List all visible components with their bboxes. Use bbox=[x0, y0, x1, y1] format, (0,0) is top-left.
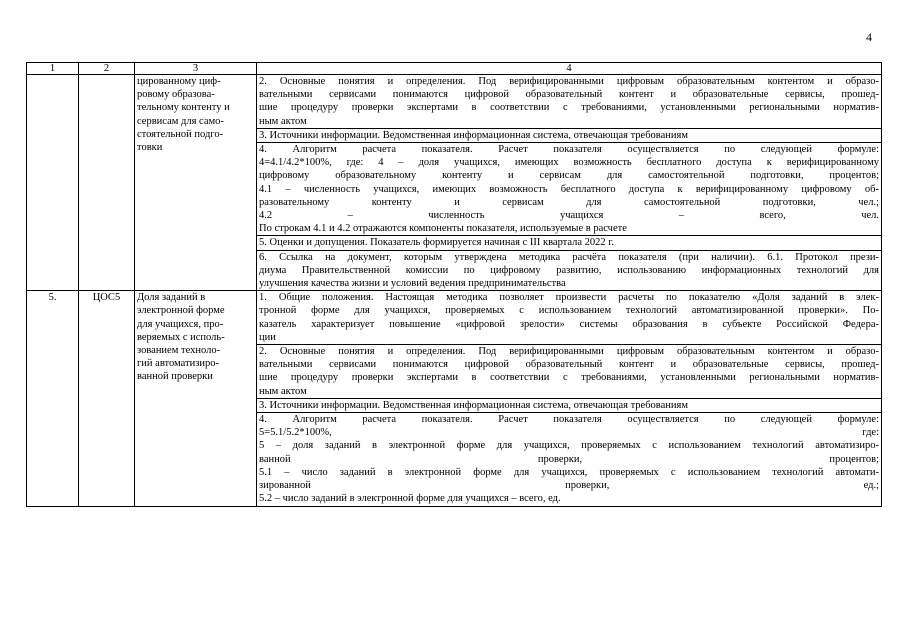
text-line: ным актом bbox=[259, 385, 307, 397]
text-line: сервисам для само- bbox=[137, 115, 224, 127]
text-line: 5. Оценки и допущения. Показатель формируется начиная с III квартала 2022 г. bbox=[259, 237, 615, 249]
text-line: для учащихся, про- bbox=[137, 318, 224, 330]
method-item-cell bbox=[257, 413, 882, 506]
text-line: 1. Общие положения. Настоящая методика позволяет произвести расчеты по показателю «Доля заданий в элек- bbox=[259, 292, 879, 304]
text-line: 4. Алгоритм расчета показателя. Расчет показателя осуществляется по следующей формуле: bbox=[259, 144, 879, 156]
text-line: 4.2 – численность учащихся – всего, чел. bbox=[259, 210, 879, 222]
text-line: казатель характеризует повышение «цифровой зрелости» системы образования в субъекте Российской Федера- bbox=[259, 318, 879, 330]
text-line: цированному циф- bbox=[137, 76, 221, 87]
text-line: товки bbox=[137, 142, 163, 154]
method-item-cell bbox=[257, 143, 882, 236]
text-line: 5.2 – число заданий в электронной форме для учащихся – всего, ед. bbox=[259, 493, 561, 505]
text-line: шие процедуру проверки экспертами в соответствии с требованиями, установленными региональными норматив- bbox=[259, 372, 879, 384]
text-line: тельному контенту и bbox=[137, 102, 230, 114]
text-line: 3. Источники информации. Ведомственная информационная система, отвечающая требованиям bbox=[259, 399, 689, 411]
text-line: 4=4.1/4.2*100%, где: 4 – доля учащихся, имеющих возможность бесплатного доступа к верифицированному bbox=[259, 157, 879, 169]
header-row bbox=[27, 63, 882, 75]
text-line: шие процедуру проверки экспертами в соответствии с требованиями, установленными региональными норматив- bbox=[259, 102, 879, 114]
method-row bbox=[27, 291, 882, 345]
header-col-3: 3 bbox=[135, 63, 257, 75]
text-line: 5 – доля заданий в электронной форме для учащихся, проверяемых с использованием технологий автоматизиро- bbox=[259, 440, 879, 452]
text-line: 2. Основные понятия и определения. Под верифицированными цифровым образовательным контентом и образо- bbox=[259, 76, 879, 87]
text-line: По строкам 4.1 и 4.2 отражаются компоненты показателя, используемые в расчете bbox=[259, 223, 627, 235]
text-line: электронной форме bbox=[137, 305, 225, 317]
indicator-name-cell bbox=[135, 291, 257, 506]
text-line: цифровому образовательному контенту и сервисам для самостоятельной подготовки, процентов; bbox=[259, 170, 879, 182]
method-item-cell bbox=[257, 250, 882, 291]
header-col-4: 4 bbox=[257, 63, 882, 75]
indicator-code-cell: ЦОС5 bbox=[79, 291, 135, 506]
text-line: 4. Алгоритм расчета показателя. Расчет показателя осуществляется по следующей формуле: bbox=[259, 414, 879, 426]
header-col-1: 1 bbox=[27, 63, 79, 75]
text-line: вательными сервисами понимаются цифровой образовательный контент и образовательные сервисы, прошед- bbox=[259, 359, 879, 371]
text-line: зированной проверки, ед.; bbox=[259, 480, 879, 492]
text-line: 5=5.1/5.2*100%, где: bbox=[259, 427, 879, 439]
indicator-code-cell bbox=[79, 75, 135, 291]
text-line: 4.1 – численность учащихся, имеющих возможность бесплатного доступа к верифицированному цифровому об- bbox=[259, 183, 879, 195]
text-line: разовательному контенту и сервисам для самостоятельной подготовки, чел.; bbox=[259, 196, 879, 208]
indicator-name-cell bbox=[135, 75, 257, 291]
method-item-cell bbox=[257, 128, 882, 142]
text-line: веряемых с исполь- bbox=[137, 331, 225, 343]
methodology-table bbox=[26, 62, 882, 507]
text-line: ным актом bbox=[259, 115, 307, 127]
text-line: зованием техноло- bbox=[137, 345, 221, 357]
method-row bbox=[27, 75, 882, 129]
text-line: 5.1 – число заданий в электронной форме для учащихся, проверяемых с использованием технологий автомати- bbox=[259, 466, 879, 478]
text-line: диума Правительственной комиссии по цифровому развитию, использованию информационных технологий для bbox=[259, 264, 879, 276]
text-line: Доля заданий в bbox=[137, 292, 206, 304]
method-item-cell bbox=[257, 291, 882, 345]
text-line: 3. Источники информации. Ведомственная информационная система, отвечающая требованиям bbox=[259, 129, 689, 141]
text-line: ции bbox=[259, 331, 276, 343]
page-number: 4 bbox=[866, 30, 872, 44]
row-number-cell: 5. bbox=[27, 291, 79, 506]
text-line: 2. Основные понятия и определения. Под верифицированными цифровым образовательным контентом и образо- bbox=[259, 346, 879, 358]
text-line: 6. Ссылка на документ, которым утверждена методика расчёта показателя (при наличии). 6.1. Протокол прези- bbox=[259, 251, 879, 263]
text-line: улучшения качества жизни и условий ведения предпринимательства bbox=[259, 278, 566, 290]
text-line: тронной форме для учащихся, проверяемых с использованием технологий автоматизированной проверки». По- bbox=[259, 305, 879, 317]
text-line: ровому образова- bbox=[137, 89, 215, 101]
row-number-cell bbox=[27, 75, 79, 291]
method-item-cell bbox=[257, 75, 882, 129]
text-line: гий автоматизиро- bbox=[137, 358, 219, 370]
text-line: вательными сервисами понимаются цифровой образовательный контент и образовательные сервисы, прошед- bbox=[259, 89, 879, 101]
method-item-cell bbox=[257, 236, 882, 250]
method-item-cell bbox=[257, 398, 882, 412]
text-line: стоятельной подго- bbox=[137, 128, 224, 140]
header-col-2: 2 bbox=[79, 63, 135, 75]
method-item-cell bbox=[257, 345, 882, 399]
text-line: ванной проверки, процентов; bbox=[259, 453, 879, 465]
text-line: ванной проверки bbox=[137, 371, 213, 383]
